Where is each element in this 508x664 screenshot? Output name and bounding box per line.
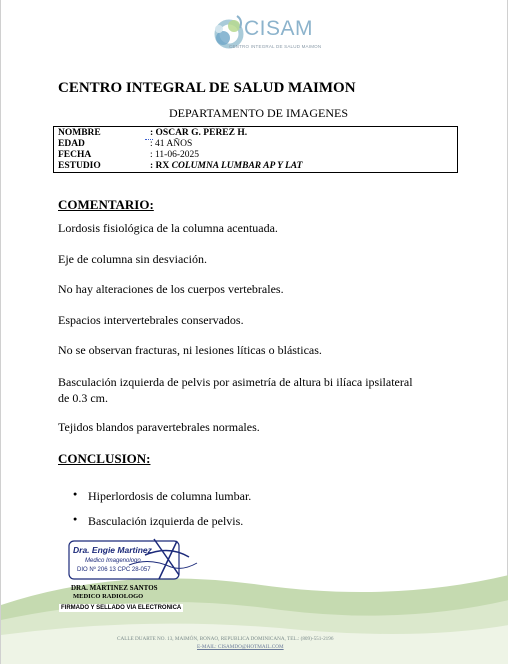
conclusion-item: ● Basculación izquierda de pelvis. [73,514,251,539]
name-label: NOMBRE [58,128,101,138]
comment-line: Eje de columna sin desviación. [58,252,207,266]
stamp-role: Medico Imagenologo [85,558,141,564]
stamp-name: Dra. Engie Martinez [73,545,152,555]
comment-line: Tejidos blandos paravertebrales normales. [58,420,260,434]
comment-line: Lordosis fisiológica de la columna acentuada. [58,221,278,235]
signature-role: MEDICO RADIOLOGO [73,593,144,600]
center-title: CENTRO INTEGRAL DE SALUD MAIMON [58,80,356,96]
logo-tagline: CENTRO INTEGRAL DE SALUD MAIMON [229,44,322,49]
study-value [150,161,302,171]
study-label: ESTUDIO [58,161,101,171]
comment-line: Espacios intervertebrales conservados. [58,313,244,327]
comment-line: No hay alteraciones de los cuerpos vertebrales. [58,282,284,296]
logo-name: CISAM [244,17,314,40]
conclusion-item: ● Hiperlordosis de columna lumbar. [73,489,251,514]
conclusion-heading: CONCLUSION: [58,451,151,466]
study-prefix: : RX [150,161,172,171]
comment-line: No se observan fracturas, ni lesiones líticas o blásticas. [58,343,322,357]
patient-info-box [53,126,458,173]
age-label: EDAD [58,139,85,149]
comment-line: Basculación izquierda de pelvis por asimetría de altura bi ilíaca ipsilateral [58,375,413,389]
department-title: DEPARTAMENTO DE IMAGENES [169,106,348,120]
signature-note: FIRMADO Y SELLADO VIA ELECTRONICA [61,605,182,611]
signature-name: DRA. MARTINEZ SANTOS [71,584,158,592]
footer-email[interactable]: E-MAIL: CISAMDO@HOTMAIL.COM [197,644,284,650]
footer-address: CALLE DUARTE NO. 13, MAIMÓN, BONAO, REPUBLICA DOMINICANA, TEL.: (809)-551-2196 [117,636,334,642]
comment-line: de 0.3 cm. [58,391,108,405]
date-value: : 11-06-2025 [150,150,199,160]
conclusion-list [73,489,251,539]
date-label: FECHA [58,150,92,160]
name-value: : OSCAR G. PEREZ H. [150,128,248,138]
age-value: : 41 AÑOS [150,139,193,149]
comment-heading: COMENTARIO: [58,197,154,212]
stamp-id: DIO Nº 206 13 CPC 28-057 [77,567,151,573]
study-name: COLUMNA LUMBAR AP Y LAT [171,161,303,171]
